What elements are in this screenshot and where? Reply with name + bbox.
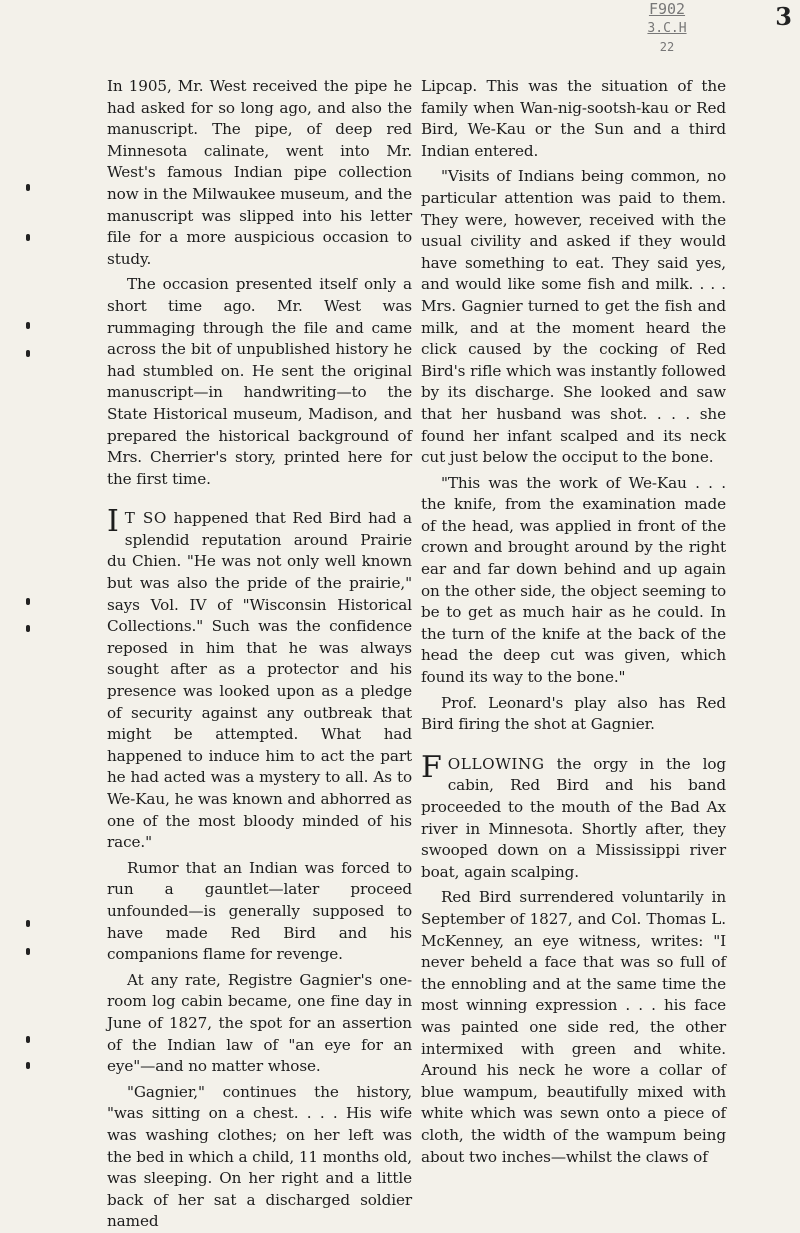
drop-cap: F <box>421 749 442 785</box>
right-column <box>421 76 726 1168</box>
small-caps-lead: OLLOWING <box>447 754 545 773</box>
body-paragraph: "Visits of Indians being common, no particular attention was paid to them. They were, however, received with the usual civility and asked if they would have something to eat. They said yes, and would like some fish and milk. . . . Mrs. Gagnier turned to get the fish and milk, and at the moment heard the click caused by the cocking of Red Bird's rifle which was instantly followed by its discharge. She looked and saw that her husband was shot. . . . she found her infant scalped and its neck cut just below the occiput to the bone. <box>421 167 726 467</box>
page-number: 3 <box>775 2 792 31</box>
body-paragraph: Red Bird surrendered voluntarily in September of 1827, and Col. Thomas L. McKenney, an eye witness, writes: "I never beheld a face that was so full of the ennobling and at the same time the most winning expression . . . his face was painted one side red, the other intermixed with green and white. Around his neck he wore a collar of blue wampum, beautifully mixed with white which was sewn onto a piece of cloth, the width of the wampum being about two inches—whilst the claws of <box>421 888 726 1166</box>
small-caps-lead: T SO <box>124 509 167 528</box>
left-column <box>107 76 412 1233</box>
body-paragraph: At any rate, Registre Gagnier's one-room log cabin became, one fine day in June of 1827, the spot for an assertion of the Indian law of "an eye for an eye"—and no matter whose. <box>107 970 412 1076</box>
section-text: happened that Red Bird had a splendid reputation around Prairie du Chien. "He was not only well known but was also the pride of the prairie," says Vol. IV of "Wisconsin Historical Collections." Such was the confidence reposed in him that he was always sought after as a protector and his presence was looked upon as a pledge of security against any outbreak that might be attempted. What had happened to induce him to act the part he had acted was a mystery to all. As to We-Kau, he was known and abhorred as one of the most bloody minded of his race." <box>107 509 412 852</box>
margin-dot <box>26 350 30 357</box>
archive-note-line: 3.C.H <box>647 21 687 36</box>
margin-dot <box>26 920 30 927</box>
body-paragraph: The occasion presented itself only a short time ago. Mr. West was rummaging through the file and came across the bit of unpublished history he had stumbled on. He sent the original manuscript—in handwriting—to the State Historical museum, Madison, and prepared the historical background of Mrs. Cherrier's story, printed here for the first time. <box>107 275 412 488</box>
margin-dot <box>26 625 30 632</box>
section-paragraph <box>421 749 726 884</box>
body-paragraph: Lipcap. This was the situation of the family when Wan-nig-sootsh-kau or Red Bird, We-Kau or the Sun and a third Indian entered. <box>421 77 726 160</box>
section-text: the orgy in the log cabin, Red Bird and his band proceeded to the mouth of the Bad Ax river in Minnesota. Shortly after, they swooped down on a Mississippi river boat, again scalping. <box>421 754 726 881</box>
margin-dot <box>26 234 30 241</box>
margin-dot <box>26 1062 30 1069</box>
body-paragraph: Prof. Leonard's play also has Red Bird firing the shot at Gagnier. <box>421 693 726 734</box>
binding-hole-marks <box>26 0 38 1228</box>
body-paragraph: "This was the work of We-Kau . . . the knife, from the examination made of the head, was applied in front of the crown and brought around by the right ear and far down behind and up again on the other side, the object seeming to be to get as much hair as he could. In the turn of the knife at the back of the head the deep cut was given, which found its way to the bone." <box>421 473 726 687</box>
margin-dot <box>26 948 30 955</box>
body-paragraph: In 1905, Mr. West received the pipe he had asked for so long ago, and also the manuscript. The pipe, of deep red Minnesota calinate, went into Mr. West's famous Indian pipe collection now in the Milwaukee museum, and the manuscript was slipped into his letter file for a more auspicious occasion to study. <box>107 77 412 268</box>
margin-dot <box>26 598 30 605</box>
archive-note-line: F902 <box>648 0 686 18</box>
margin-dot <box>26 322 30 329</box>
archive-note-line: 22 <box>659 40 675 54</box>
handwritten-archive-note <box>612 0 722 62</box>
body-paragraph: Rumor that an Indian was forced to run a gauntlet—later proceed unfounded—is generally supposed to have made Red Bird and his companions flame for revenge. <box>107 858 412 964</box>
body-paragraph: "Gagnier," continues the history, "was sitting on a chest. . . . His wife was washing clothes; on her left was the bed in which a child, 11 months old, was sleeping. On her right and a little back of her sat a discharged soldier named <box>107 1082 412 1231</box>
section-paragraph <box>107 504 412 854</box>
margin-dot <box>26 184 30 191</box>
drop-cap: I <box>107 504 119 540</box>
margin-dot <box>26 1036 30 1043</box>
